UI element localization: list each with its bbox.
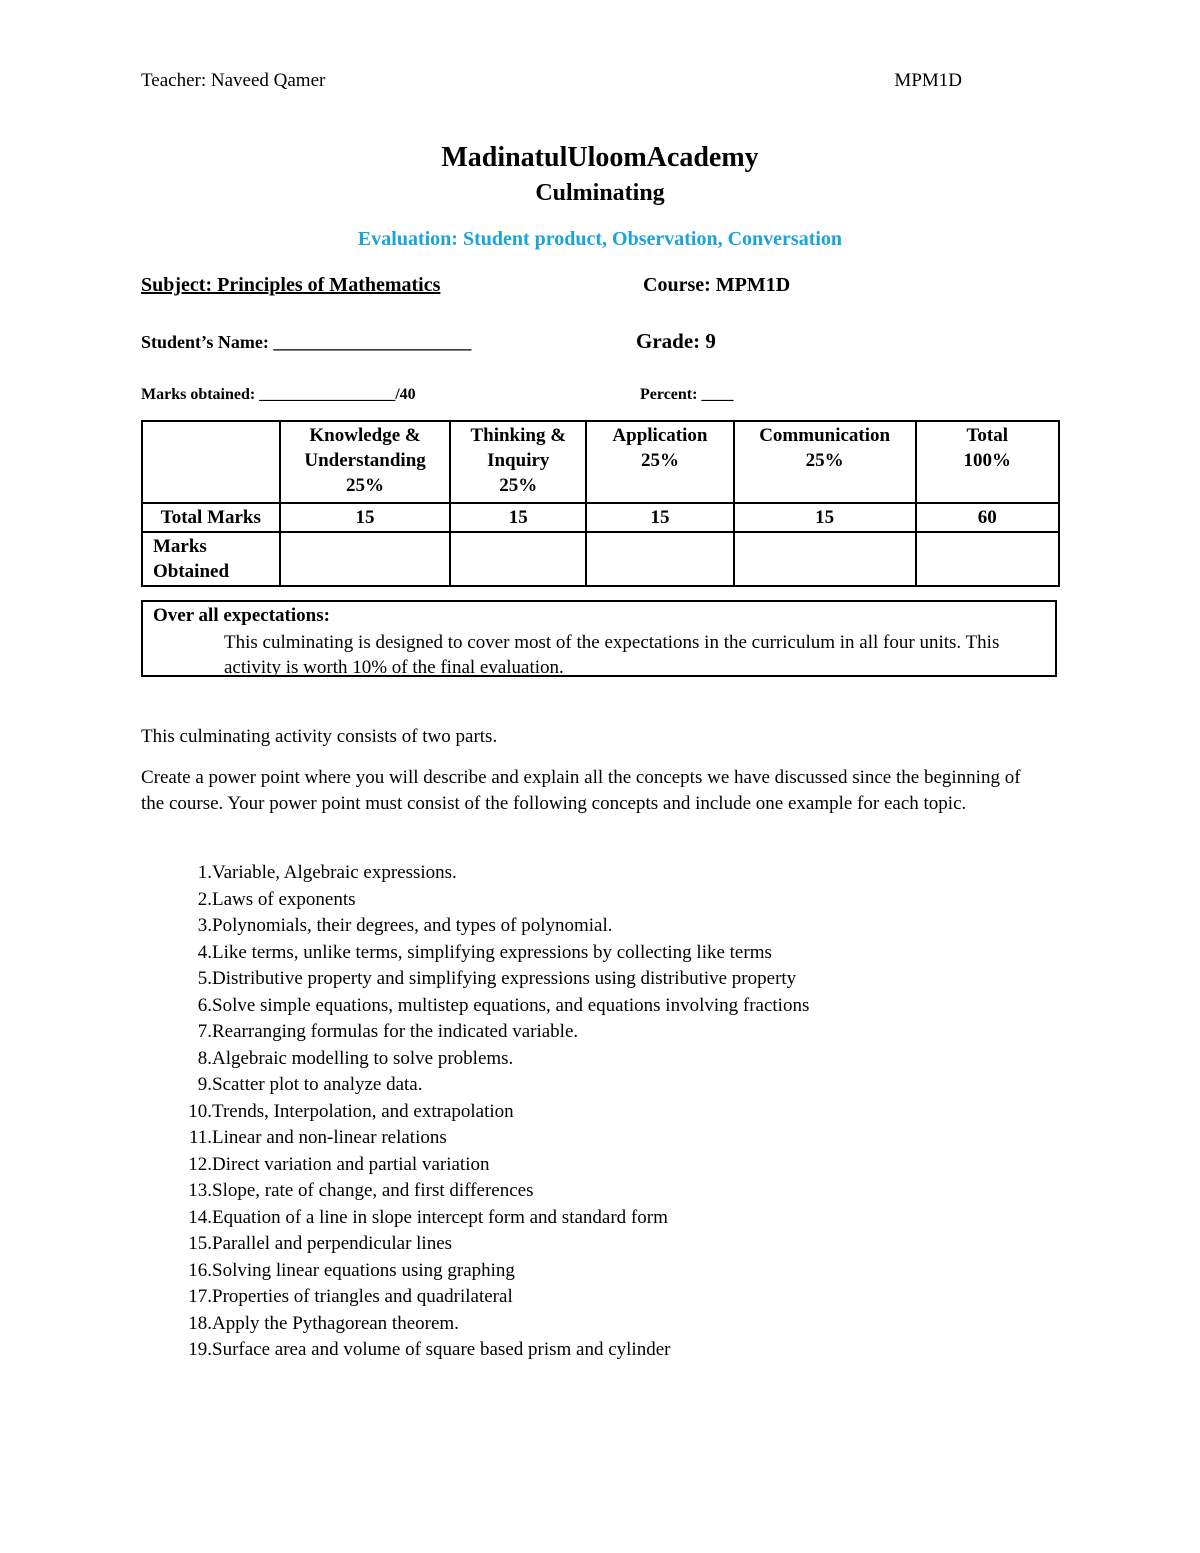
marks-obtained-row [142, 532, 1059, 586]
grade-label: Grade: 9 [636, 329, 716, 353]
concepts-list [141, 860, 809, 1364]
list-item: 11.Linear and non-linear relations [188, 1127, 447, 1148]
rubric-header-cell: Thinking & Inquiry 25% [450, 421, 586, 503]
rubric-table [141, 420, 1060, 587]
list-item: 18.Apply the Pythagorean theorem. [188, 1312, 459, 1334]
expectations-box [141, 600, 1057, 677]
total-marks-cell: 15 [586, 503, 734, 532]
school-title: MadinatulUloomAcademy [441, 142, 759, 173]
expectations-body: This culminating is designed to cover most of the expectations in the curriculum in all four units. This activity is worth 10% of the final evaluation. [224, 632, 1000, 678]
list-item: 17.Properties of triangles and quadrilateral [188, 1286, 513, 1307]
list-item: 5.Distributive property and simplifying expressions using distributive property [197, 968, 797, 989]
course-label: Course: MPM1D [643, 274, 791, 296]
total-marks-cell: 15 [280, 503, 451, 532]
document-subtitle: Culminating [535, 180, 665, 206]
list-item: 19.Surface area and volume of square based prism and cylinder [188, 1339, 671, 1360]
marks-obtained-cell[interactable] [450, 532, 586, 586]
total-marks-cell: 15 [734, 503, 916, 532]
rubric-header-cell: Total 100% [916, 421, 1059, 503]
marks-obtained-cell[interactable] [916, 532, 1059, 586]
list-item: 7.Rearranging formulas for the indicated variable. [197, 1021, 579, 1042]
rubric-header-cell: Knowledge & Understanding 25% [280, 421, 451, 503]
total-marks-label: Total Marks [142, 503, 280, 532]
instructions-paragraph: Create a power point where you will describe and explain all the concepts we have discussed since the beginning of the course. Your power point must consist of the following concepts and include one example for each topic. [141, 767, 1021, 814]
list-item: 15.Parallel and perpendicular lines [188, 1233, 453, 1254]
list-item: 14.Equation of a line in slope intercept form and standard form [188, 1206, 668, 1228]
evaluation-line: Evaluation: Student product, Observation, Conversation [357, 228, 843, 250]
rubric-header-cell: Application 25% [586, 421, 734, 503]
list-item: 3.Polynomials, their degrees, and types of polynomial. [197, 915, 613, 936]
subject-label: Subject: Principles of Mathematics [141, 274, 441, 296]
list-item: 1.Variable, Algebraic expressions. [197, 862, 457, 883]
student-name-field: Student’s Name: ______________________ [141, 332, 472, 352]
list-item: 2.Laws of exponents [197, 888, 356, 910]
percent-field: Percent: ____ [640, 386, 734, 403]
list-item: 13.Slope, rate of change, and first differences [188, 1180, 534, 1201]
rubric-header-cell: Communication 25% [734, 421, 916, 503]
expectations-heading: Over all expectations: [153, 605, 330, 626]
header-course-code: MPM1D [894, 70, 962, 91]
marks-obtained-cell[interactable] [280, 532, 451, 586]
marks-obtained-field: Marks obtained: _________________/40 [141, 386, 416, 403]
rubric-corner-cell [142, 421, 280, 503]
list-item: 4.Like terms, unlike terms, simplifying expressions by collecting like terms [197, 941, 772, 963]
rubric-header-row [142, 421, 1059, 503]
list-item: 9.Scatter plot to analyze data. [197, 1074, 423, 1095]
header-teacher: Teacher: Naveed Qamer [141, 70, 326, 91]
list-item: 16.Solving linear equations using graphing [188, 1259, 515, 1281]
list-item: 6.Solve simple equations, multistep equations, and equations involving fractions [197, 994, 810, 1016]
list-item: 12.Direct variation and partial variation [188, 1153, 490, 1175]
list-item: 8.Algebraic modelling to solve problems. [197, 1047, 514, 1069]
marks-obtained-label: Marks Obtained [142, 532, 280, 586]
total-marks-row [142, 503, 1059, 532]
marks-obtained-cell[interactable] [586, 532, 734, 586]
marks-obtained-cell[interactable] [734, 532, 916, 586]
total-marks-cell: 60 [916, 503, 1059, 532]
list-item: 10.Trends, Interpolation, and extrapolation [188, 1100, 514, 1122]
total-marks-cell: 15 [450, 503, 586, 532]
intro-paragraph: This culminating activity consists of two parts. [141, 726, 498, 747]
